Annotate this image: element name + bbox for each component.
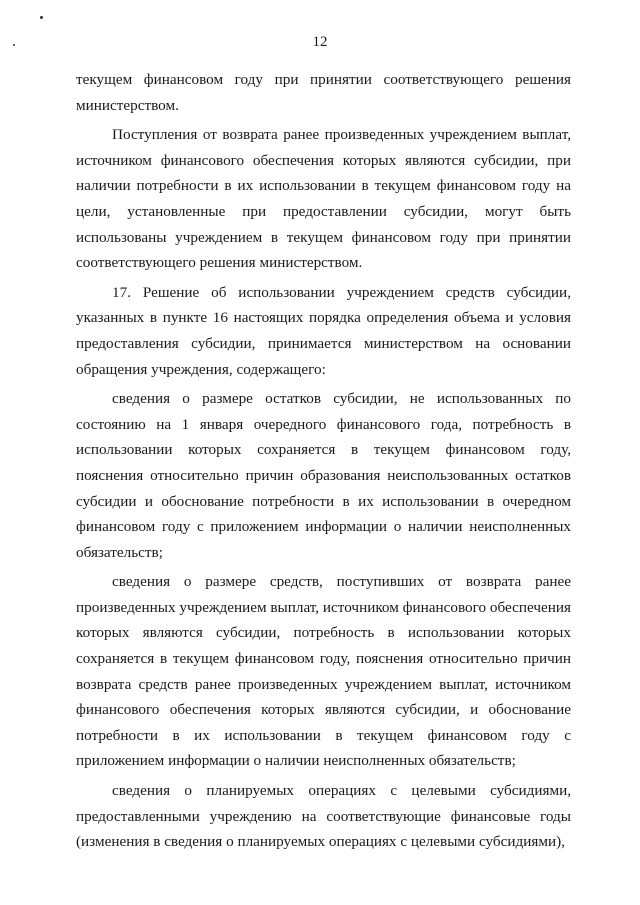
paragraph-item-balances: сведения о размере остатков субсидии, не использованных по состоянию на 1 января очередного финансового года, потребность в использовании которых сохраняется в текущем финансовом году, пояснения относительно причин образования неиспользованных остатков субсидии и обоснование потребности в их использовании в очередном финансовом году с приложением информации о наличии неисполненных обязательств; — [76, 390, 571, 561]
paragraph-item-planned-operations: сведения о планируемых операциях с целевыми субсидиями, предоставленными учреждению на соответствующие финансовые годы (изменения в сведения о планируемых операциях с целевыми субсидиями), — [76, 782, 571, 851]
scan-speck — [40, 16, 43, 19]
document-body — [76, 67, 571, 859]
page-number: 12 — [312, 34, 328, 50]
paragraph-clause-17: 17. Решение об использовании учреждением средств субсидии, указанных в пункте 16 настоящих порядка определения объема и условия предоставления субсидии, принимается министерством на основании обращения учреждения, содержащего: — [76, 283, 571, 378]
paragraph-continuation: текущем финансовом году при принятии соответствующего решения министерством. — [76, 71, 571, 114]
paragraph-returns: Поступления от возврата ранее произведенных учреждением выплат, источником финансового обеспечения которых являются субсидии, при наличии потребности в их использовании в текущем финансовом году на цели, установленные при предоставлении субсидии, могут быть использованы учреждением в текущем финансовом году при принятии соответствующего решения министерством. — [76, 126, 571, 272]
paragraph-item-returned-funds: сведения о размере средств, поступивших от возврата ранее произведенных учреждением выплат, источником финансового обеспечения которых являются субсидии, потребность в использовании которых сохраняется в текущем финансовом году, пояснения относительно причин возврата средств ранее произведенных учреждением выплат, источником финансового обеспечения которых являются субсидии, и обоснование потребности в их использовании в текущем финансовом году с приложением информации о наличии неисполненных обязательств; — [76, 573, 571, 770]
